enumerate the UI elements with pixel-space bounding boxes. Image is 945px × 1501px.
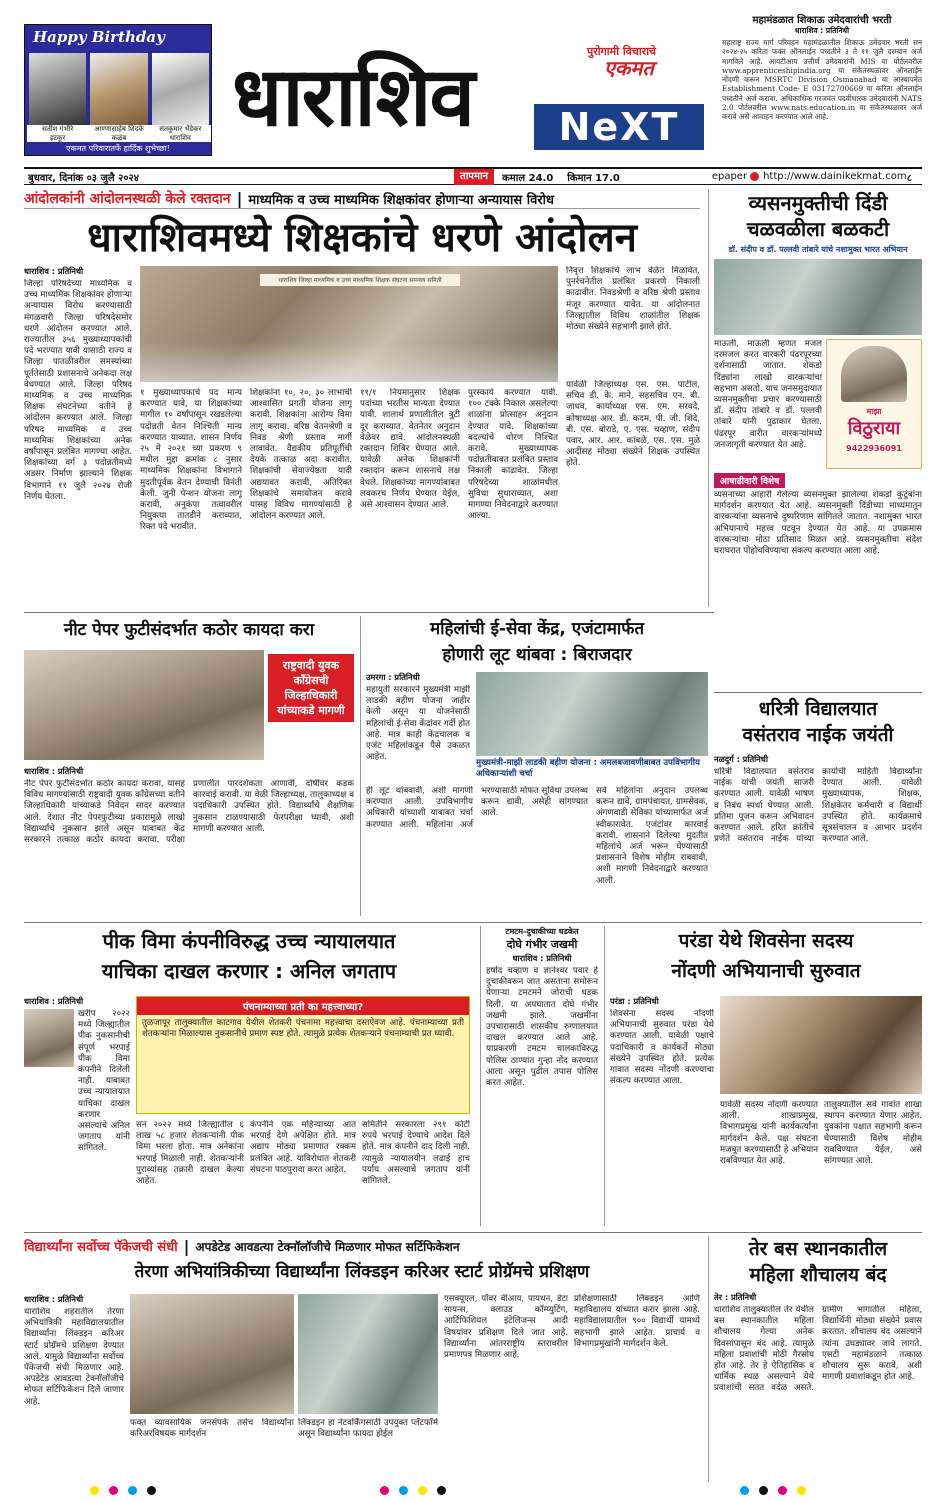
terna-text: प्रशिक्षणासाठी लिंक्डइन आणि महाविद्यालय यांच्यात करार झाला आहे. महाविद्यालयातील ९०० विद्यार्थी यामध्ये सहभागी झाले आहेत. प्राचार्य व विभागप्रमुखांनी मार्गदर्शन केले. <box>574 1294 700 1349</box>
eseva-headline: होणारी लूट थांबवा : बिराजदार <box>442 645 632 665</box>
birthday-box <box>24 24 212 156</box>
lead-photo <box>140 266 558 382</box>
temp-max: कमाल 24.0 <box>502 172 554 184</box>
dindi-section-tag: आषाढीवारी विशेष <box>714 473 785 488</box>
accident-text: हर्षोद चव्हाण व ज्ञानेश्वर पवार हे दुचाकीवरून जात असताना समोरून येणाऱ्या टमटमने जोराची धडक दिली. या अपघातात दोघे गंभीर जखमी झाले. जखमींना उपचारासाठी शासकीय रुग्णालयात दाखल करण्यात आले आहे. याप्रकरणी टमटम चालकाविरुद्ध पोलिस ठाण्यात गुन्हा नोंद करण्यात आला असून पुढील तपास पोलिस करत आहेत. <box>486 966 598 1089</box>
pikvima-box-text: तुळजापूर तालुक्यातील काटगाव येथील शेतकरी पंचनामा महत्त्वाचा दस्तऐवज आहे. पंचनाम्याच्या प्रती शेतकऱ्यांना मिळाल्यास नुकसानीचे प्रमाण स्पष्ट होते. त्यामुळे प्रत्येक शेतकऱ्याने पंचनाम्याची प्रत घ्यावी. <box>142 1018 464 1040</box>
issue-date: बुधवार, दिनांक ०३ जुलै २०२४ <box>28 172 139 184</box>
birthday-photo <box>152 53 209 125</box>
color-dot <box>418 1486 427 1495</box>
masthead-tagline: पुरोगामी विचाराचे <box>587 45 657 58</box>
masthead-title: धाराशिव <box>232 50 474 145</box>
terna-subkicker: अपडेटेड आवडत्या टेक्नॉलॉजीचे मिळणार मोफत सर्टिफिकेशन <box>195 1239 460 1254</box>
dindi-subline: डॉ. संदीप व डॉ. पल्लवी तांबारे यांचे नशामुक्त भारत अभियान <box>728 245 908 254</box>
lead-kicker: आंदोलकांनी आंदोलनस्थळी केले रक्तदान <box>24 191 231 207</box>
pikvima-text: सन २०२२ मध्ये जिल्ह्यातील ६ लाख ५८ हजार शेतकऱ्यांनी पीक विमा भरला होता. मात्र अनेकांना भरपाई मिळाली नाही. शेतकऱ्यांनी पुराव्यांसह तक्रारी दाखल केल्या आहेत. <box>136 1120 244 1187</box>
eseva-text: ही लूट थांबवावी, अशी मागणी करण्यात आली. उपविभागीय अधिकारी यांच्याशी याबाबत चर्चा करण्यात आली. महिलांना अर्ज भरण्यासाठी मोफत सुविधा उपलब्ध करून द्यावी, असेही सांगण्यात आले. <box>366 786 588 830</box>
ad-label: माझा <box>866 407 882 416</box>
accident-byline: धाराशिव : प्रतिनिधी <box>512 953 572 963</box>
neet-byline: धाराशिव : प्रतिनिधी <box>24 766 84 776</box>
lead-photo-banner: धाराशिव जिल्हा माध्यमिक व उच्च माध्यमिक शिक्षक संघटना समन्वय समिती <box>260 274 460 286</box>
dindi-text: व्यसनाच्या आहारी गेलेल्या व्यसनमुक्त झालेल्या शेकडो कुटुंबांना मार्गदर्शन करण्यात येत आहे. व्यसनमुक्ती दिंडीच्या माध्यमातून वारकऱ्यांना व्यसनाचे दुष्परिणाम सांगितले जातात. नशामुक्त भारत अभियानाचे महत्त्व पटवून देण्यात येत आहे. या उपक्रमास वारकऱ्यांचा मोठा प्रतिसाद मिळत आहे. व्यसनमुक्तीचा संदेश घराघरात पोहोचविण्याचा संकल्प करण्यात आला आहे. <box>714 490 922 557</box>
color-dot <box>380 1486 389 1495</box>
eseva-text: महायुती सरकारने मुख्यमंत्री माझी लाडकी बहीण योजना जाहीर केली असून या योजनेसाठी महिलांची ई-सेवा केंद्रांवर गर्दी होत आहे. मात्र काही केंद्रचालक व एजंट महिलांकडून पैसे उकळत आहेत. <box>366 685 470 763</box>
lead-col1 <box>24 266 132 606</box>
pikvima-headline: याचिका दाखल करणार : अनिल जगताप <box>101 959 397 983</box>
temp-min: किमान 17.0 <box>567 172 620 184</box>
toilet-headline: तेर बस स्थानकातील <box>748 1238 888 1260</box>
lead-headline: धाराशिवमध्ये शिक्षकांचे धरणे आंदोलन <box>87 215 637 261</box>
dharitri-headline: धरित्री विद्यालयात <box>758 698 878 720</box>
registration-marks <box>380 1486 446 1495</box>
paranda-text: यावेळी सदस्य नोंदणी करण्यात आली. शाखाप्रमुख, विभागप्रमुख यांनी कार्यकर्त्यांना मार्गदर्शन केले. पक्ष संघटना मजबूत करण्यासाठी हे अभियान राबविण्यात येत आहे. <box>720 1100 818 1167</box>
birthday-person: संतकुमार भेंडेकर धाराशिव <box>159 125 202 142</box>
paranda-headline: नोंदणी अभियानाची सुरुवात <box>671 960 861 982</box>
dharitri-byline: नळदुर्ग : प्रतिनिधी <box>714 754 768 764</box>
lead-text: ११/१ नियमानुसार शिक्षक पदांच्या भरतीस मान्यता देण्यात यावी. शालार्थ प्रणालीतील त्रुटी दूर कराव्यात. वेतनेतर अनुदान वेळेवर द्यावे. आंदोलनस्थळी रक्तदान शिबिर घेण्यात आले. यावेळी अनेक शिक्षकांनी रक्तदान करून शासनाचे लक्ष वेधले. शिक्षकांच्या मागण्यांबाबत लवकरच निर्णय घेण्यात येईल, असे आश्वासन देण्यात आले. <box>360 388 460 511</box>
terna-text: एसक्यूएल, पॉवर बीआय, पायथन, डेटा सायन्स, क्लाउड कॉम्प्युटिंग, आर्टिफिशियल इंटेलिजन्स आदी विषयांवर प्रशिक्षण दिले जात आहे. विद्यार्थ्यांना आंतरराष्ट्रीय स्तरावरील प्रमाणपत्र मिळणार आहे. <box>444 1294 568 1361</box>
pikvima-text: कंपनीने एक महिन्याच्या आत भरपाई देणे अपेक्षित होते. मात्र अद्याप मोठ्या प्रमाणात रक्कम प्रलंबित आहे. याविरोधात शेतकरी संघटना पाठपुरावा करत आहेत. <box>250 1120 356 1175</box>
paranda-text: तालुक्यातील सर्व गावांत शाखा स्थापन करण्यात येणार आहेत. युवकांना पक्षात सहभागी करून घेण्यासाठी विशेष मोहीम राबविण्यात येईल, असे सांगण्यात आले. <box>824 1100 922 1167</box>
birthday-person: सतीश गंभीरे इटकूर <box>42 125 74 142</box>
pikvima-text: खरीप २०२२ मध्ये जिल्ह्यातील पीक नुकसानीची संपूर्ण भरपाई पीक विमा कंपनीने दिलेली नाही. याबाबत उच्च न्यायालयात याचिका दाखल करणार असल्याचे अनिल जगताप यांनी सांगितले. <box>78 1009 130 1154</box>
lead-text: १ मुख्याध्यापकाचे पद मान्य करण्यात यावे, या शिक्षकांच्या मागील १० वर्षांपासून रखडलेल्या पदोन्नती वेतन निश्चिती मान्य करण्यात याव्यात. शासन निर्णय २५ मे २०२१ च्या प्रकरण ९ मधील मुद्दा क्रमांक ८ नुसार माध्यमिक शिक्षकांना विभागाने मुदतीपूर्वक वेतन देण्याची विनंती केली. जुनी पेन्शन योजना लागू करावी, अनुकंपा तत्वावरील नियुक्त्या तातडीने कराव्यात, रिक्त पदे भरावीत. <box>140 388 242 533</box>
dindi-ad <box>826 339 922 469</box>
pikvima-story <box>24 926 474 1226</box>
color-dot <box>778 1486 787 1495</box>
vitthal-image <box>841 346 907 402</box>
recruitment-notice <box>722 12 922 172</box>
weather-label: तापमान <box>454 169 494 185</box>
page-number: ८ <box>906 172 912 184</box>
eseva-photo <box>476 672 708 756</box>
eseva-text: सर्व महिलांना अनुदान उपलब्ध करून द्यावे, ग्रामपंचायत, ग्रामसेवक, अंगणवाडी सेविका यांच्यामार्फत अर्ज स्वीकारावेत. एजंटांवर कारवाई करावी. शासनाने दिलेल्या मुदतीत महिलांचे अर्ज भरून घेण्यासाठी प्रशासनाने विशेष मोहीम राबवावी, अशी मागणी निवेदनाद्वारे करण्यात आली. <box>596 786 708 886</box>
color-dot <box>797 1486 806 1495</box>
paranda-photo <box>720 996 922 1094</box>
neet-text: नीट पेपर फुटीसंदर्भात कठोर कायदा करावा, यासह विविध मागण्यांसाठी राष्ट्रवादी युवक काँग्रेसच्या वतीने जिल्हाधिकारी यांच्याकडे निवेदन सादर करण्यात आले. देशात नीट पेपरफुटीच्या प्रकारामुळे लाखो विद्यार्थ्यांचे नुकसान झाले असून याबाबत केंद्र सरकारने तत्काळ कठोर कायदा करावा. परीक्षा प्रणालीत पारदर्शकता आणावी, दोषींवर कडक कारवाई करावी. या वेळी जिल्हाध्यक्ष, तालुकाध्यक्ष व पदाधिकारी उपस्थित होते. विद्यार्थ्यांचे शैक्षणिक नुकसान टाळण्यासाठी फेरपरीक्षा घ्यावी, अशी मागणी करण्यात आली. <box>24 779 354 846</box>
eseva-strip: मुख्यमंत्री-माझी लाडकी बहीण योजना : अमलबजावणीबाबत उपविभागीय अधिकाऱ्यांशी चर्चा <box>476 758 700 779</box>
birthday-photo <box>29 53 86 125</box>
lead-text: शिक्षकांना १०, २०, ३० लाभाची आश्वासित प्रगती योजना लागू करावी. शिक्षकांना आरोग्य विमा लागू करावा. वरिष्ठ वेतनश्रेणी व निवड श्रेणी प्रस्ताव मार्गी लावावेत. वैद्यकीय प्रतिपूर्तीची देयके तत्काळ अदा करावीत. शिक्षकांची सेवाज्येष्ठता यादी अद्ययावत करावी, अतिरिक्त शिक्षकांचे समायोजन करावे यासह विविध मागण्यांसाठी हे आंदोलन करण्यात आले. <box>250 388 352 522</box>
registration-marks <box>90 1486 156 1495</box>
neet-photo <box>24 650 264 760</box>
terna-photo-2 <box>298 1294 438 1414</box>
neet-story <box>24 616 354 916</box>
eseva-byline: उमरगा : प्रतिनिधी <box>366 672 420 682</box>
terna-caption: लिंक्डइन हा नेटवर्किंगसाठी उपयुक्त प्लॅटफॉर्म असून विद्यार्थ्यांना फायदा होईल <box>298 1418 438 1440</box>
notice-title: महामंडळात शिकाऊ उमेदवारांची भरती <box>752 15 892 26</box>
dateline-bar <box>24 167 922 185</box>
terna-col1 <box>24 1294 124 1480</box>
masthead <box>232 40 712 170</box>
color-dot <box>147 1486 156 1495</box>
toilet-byline: तेर : प्रतिनिधी <box>714 1292 757 1302</box>
dindi-story <box>714 190 922 690</box>
paranda-text: शिवसेना सदस्य नोंदणी अभियानाची सुरुवात परंडा येथे करण्यात आली. यावेळी पक्षाचे पदाधिकारी व कार्यकर्ते मोठ्या संख्येने उपस्थित होते. प्रत्येक गावात सदस्य नोंदणी करण्याचा संकल्प करण्यात आला. <box>610 1009 714 1087</box>
color-dot <box>437 1486 446 1495</box>
toilet-story <box>714 1236 922 1482</box>
color-dot <box>128 1486 137 1495</box>
dindi-text: माऊली, माऊली म्हणत मजल दरमजल करत वारकरी पंढरपूरच्या दर्शनासाठी जातात. शेकडो दिंड्यांना लाखो वारकऱ्यांचा सहभाग असतो. याच जनसमुदायात व्यसनमुक्तीचा प्रचार करण्यासाठी डॉ. संदीप तांबारे व डॉ. पल्लवी तांबारे यांनी पुढाकार घेतला. पंढरपूर वारीत वारकऱ्यांमध्ये जनजागृती करण्यात येत आहे. <box>714 339 822 450</box>
terna-text: धाराशिव शहरातील तेरणा अभियांत्रिकी महाविद्यालयातील विद्यार्थ्यांना लिंक्डइन करिअर स्टार्ट प्रोग्रॅमचे प्रशिक्षण देण्यात आले. यामुळे विद्यार्थ्यांना सर्वोच्च पॅकेजची संधी मिळणार आहे. अपडेटेड आवडत्या टेक्नॉलॉजीचे मोफत सर्टिफिकेशन दिले जाणार आहे. <box>24 1307 124 1407</box>
dharitri-headline: वसंतराव नाईक जयंती <box>742 724 894 746</box>
color-dot <box>740 1486 749 1495</box>
paranda-byline: परंडा : प्रतिनिधी <box>610 996 659 1006</box>
jagtap-photo <box>24 1009 74 1067</box>
birthday-photo <box>90 53 147 125</box>
terna-kicker-bar: विद्यार्थ्यांना सर्वोच्च पॅकेजची संधी | अपडेटेड आवडत्या टेक्नॉलॉजीचे मिळणार मोफत सर्टिफिकेशन <box>24 1236 460 1256</box>
epaper-label: epaper <box>711 171 748 182</box>
dindi-headline: व्यसनमुक्तीची दिंडी <box>748 191 888 215</box>
accident-story <box>486 926 598 1226</box>
terna-byline: धाराशिव : प्रतिनिधी <box>24 1294 84 1304</box>
masthead-brand: NeXT <box>534 104 704 150</box>
birthday-title: Happy Birthday <box>33 28 165 46</box>
color-dot <box>399 1486 408 1495</box>
notice-byline: धाराशिव : प्रतिनिधी <box>794 26 850 35</box>
lead-text: निवृत्त शिक्षकांचे लाभ वेळेत मिळावेत, पुनर्रचनेतील प्रलंबित प्रकरणे निकाली काढावीत. निवडश्रेणी व वरिष्ठ श्रेणी प्रस्ताव मंजूर करण्यात यावेत. या आंदोलनात जिल्ह्यातील विविध शाळांतील शिक्षक मोठ्या संख्येने सहभागी झाले होते. <box>566 266 700 333</box>
lead-kicker-bar: आंदोलकांनी आंदोलनस्थळी केले रक्तदान | माध्यमिक व उच्च माध्यमिक शिक्षकांवर होणाऱ्या अन्यायास विरोध <box>24 189 700 209</box>
lead-byline: धाराशिव : प्रतिनिधी <box>24 266 84 276</box>
color-dot <box>90 1486 99 1495</box>
pikvima-byline: धाराशिव : प्रतिनिधी <box>24 996 84 1006</box>
terna-headline: तेरणा अभियांत्रिकीच्या विद्यार्थ्यांना लिंक्डइन करिअर स्टार्ट प्रोग्रॅमचे प्रशिक्षण <box>134 1262 590 1282</box>
ad-phone: 9422936091 <box>846 444 902 453</box>
terna-kicker: विद्यार्थ्यांना सर्वोच्च पॅकेजची संधी <box>24 1240 178 1255</box>
masthead-paper: एकमत <box>604 56 654 80</box>
birthday-wish: एकमत परिवारातर्फे हार्दिक शुभेच्छा! <box>25 142 211 155</box>
dindi-headline: चळवळीला बळकटी <box>746 217 890 241</box>
dharitri-text: धरित्री विद्यालयात वसंतराव नाईक यांची जयंती साजरी करण्यात आली. यावेळी भाषण व निबंध स्पर्धा घेण्यात आली. प्रतिमा पूजन करून अभिवादन करण्यात आले. हरित क्रांतीचे प्रणेते वसंतराव नाईक यांच्या कार्याची माहिती विद्यार्थ्यांना देण्यात आली. यावेळी मुख्याध्यापक, शिक्षक, शिक्षकेतर कर्मचारी व विद्यार्थी उपस्थित होते. कार्यक्रमाचे सूत्रसंचालन व आभार प्रदर्शन करण्यात आले. <box>714 767 922 845</box>
lead-text: जिल्हा परिषदेच्या माध्यमिक व उच्च माध्यमिक शिक्षकांवर होणाऱ्या अन्यायास विरोध करण्यासाठी मंगळवारी जिल्हा परिषदेसमोर धरणे आंदोलन करण्यात आले. राज्यातील ३५६ मुख्याध्यापकांची पदे भरण्यात यावी यासाठी राज्य व जिल्हा पातळीवरील समस्यांच्या पूर्ततेसाठी प्रशासनाचे अनेकदा लक्ष वेधण्यात आले. जिल्हा परिषद माध्यमिक व उच्च माध्यमिक शिक्षक संघटनेच्या वतीने हे आंदोलन करण्यात आले. जिल्हा परिषद माध्यमिक व उच्च माध्यमिक शिक्षकांच्या अनेक वर्षांपासून प्रलंबित मागण्या आहेत. शिक्षकांच्या वर्ग ३ पदोन्नतीमध्ये अडसर निर्माण झाल्याने शिक्षक विभागाने ११ जुलै २०२४ रोजी निर्णय घेतला. <box>24 279 132 502</box>
paranda-headline: परंडा येथे शिवसेना सदस्य <box>678 930 854 952</box>
pikvima-box-title: पंचनाम्याच्या प्रती का महत्त्वाच्या? <box>137 997 469 1015</box>
pikvima-box <box>136 996 470 1114</box>
eseva-story <box>366 616 708 916</box>
neet-headline: नीट पेपर फुटीसंदर्भात कठोर कायदा करा <box>63 620 315 640</box>
ad-title: विठुराया <box>847 418 901 439</box>
color-dot <box>109 1486 118 1495</box>
pikvima-text: समितीने सरकारला २९१ कोटी रुपये भरपाई देण्याचे आदेश दिले होते. मात्र कंपनीने दाद दिली नाही. त्यामुळे न्यायालयीन लढाई हाच पर्याय असल्याचे जगताप यांनी सांगितले. <box>362 1120 470 1187</box>
toilet-headline: महिला शौचालय बंद <box>749 1264 887 1286</box>
dindi-photo <box>714 259 922 335</box>
birthday-person: आण्णासाहेब शिंदके कळंब <box>94 125 144 142</box>
epaper-url[interactable]: http://www.dainikekmat.com <box>763 171 907 182</box>
lead-text: पुरस्कार्य करण्यात यावी. १०० टक्के निकाल असलेल्या शाळांना प्रोत्साहन अनुदान देण्यात यावे. शिक्षकांच्या बदल्यांचे धोरण निश्चित करावे. मुख्याध्यापक पदोन्नतीबाबत प्रलंबित प्रस्ताव निकाली काढावेत. जिल्हा परिषदेच्या शाळांमधील सुविधा सुधाराव्यात, अशा मागण्या निवेदनाद्वारे करण्यात आल्या. <box>468 388 558 522</box>
toilet-text: धाराशिव तालुक्यातील तेर येथील बस स्थानकातील महिला शौचालय गेल्या अनेक दिवसांपासून बंद आहे. त्यामुळे महिला प्रवाशांची मोठी गैरसोय होत आहे. तेर हे ऐतिहासिक व धार्मिक स्थळ असल्याने येथे प्रवाशांची सतत वर्दळ असते. ग्रामीण भागातील महिला, विद्यार्थिनी मोठ्या संख्येने प्रवास करतात. शौचालय बंद असल्याने त्यांना उघड्यावर जावे लागते. एसटी महामंडळाने तत्काळ शौचालय सुरू करावे, अशी मागणी प्रवाशांकडून होत आहे. <box>714 1305 922 1394</box>
epaper-icon <box>750 172 759 181</box>
lead-subkicker: माध्यमिक व उच्च माध्यमिक शिक्षकांवर होणाऱ्या अन्यायास विरोध <box>248 192 555 208</box>
color-dot <box>759 1486 768 1495</box>
paranda-story <box>610 926 922 1226</box>
registration-marks <box>740 1486 806 1495</box>
accident-kicker: टमटम-दुचाकीच्या धडकेत <box>505 927 579 936</box>
terna-caption: फक्त व्यावसायिक जनसंपर्क तसेच विद्यार्थ्यांना करिअरविषयक मार्गदर्शन <box>130 1418 294 1440</box>
lead-text: यावेळी जिल्हाध्यक्ष एस. एस. पाटील, सचिव डी. के. माने, सहसचिव एन. बी. जाधव, कार्याध्यक्ष एस. एम. सरवदे, कोषाध्यक्ष आर. डी. कदम, पी. जी. शिंदे, बी. एस. बोराडे, ए. एस. चव्हाण, संदीप पवार, आर. आर. कांबळे, एस. एस. मुळे आदींसह मोठ्या संख्येने शिक्षक उपस्थित होते. <box>566 380 700 469</box>
eseva-headline: महिलांची ई-सेवा केंद्र, एजंटामार्फत <box>429 619 645 639</box>
terna-photo-1 <box>130 1294 294 1414</box>
notice-body: महाराष्ट्र राज्य मार्ग परिवहन महामंडळातील शिकाऊ उमेदवार भरती सन २०२४-२५ करिता फक्त ऑनलाईन पध्दतीने ३ ते ११ जुलै दरम्यान अर्ज मागविले आहे. आयटीआय उत्तीर्ण उमेदवारांनी MIS या पोर्टलवरील www.apprenticeshipindia.org या संकेतस्थळावर ऑनलाईन नोंदणी करून MSRTC Division Osmanabad या आस्थापनेत Establishment Code- E 03172700669 या करिता ऑनलाईन पध्दतीने अर्ज करावा. अधिकाधिक गरजवंत पदवीधारक उमेदवारांनी NATS 2.0 पोर्टलवरील www.nats.education.in या संकेतस्थळावर अर्ज करावे असे आवाहन करण्यात आले आहे. <box>722 38 922 122</box>
accident-headline: दोघे गंभीर जखमी <box>506 938 578 951</box>
neet-callout: राष्ट्रवादी युवक काँग्रेसची जिल्हाधिकारी यांच्याकडे मागणी <box>268 654 354 722</box>
dharitri-story <box>714 696 922 916</box>
pikvima-headline: पीक विमा कंपनीविरुद्ध उच्च न्यायालयात <box>102 929 396 953</box>
